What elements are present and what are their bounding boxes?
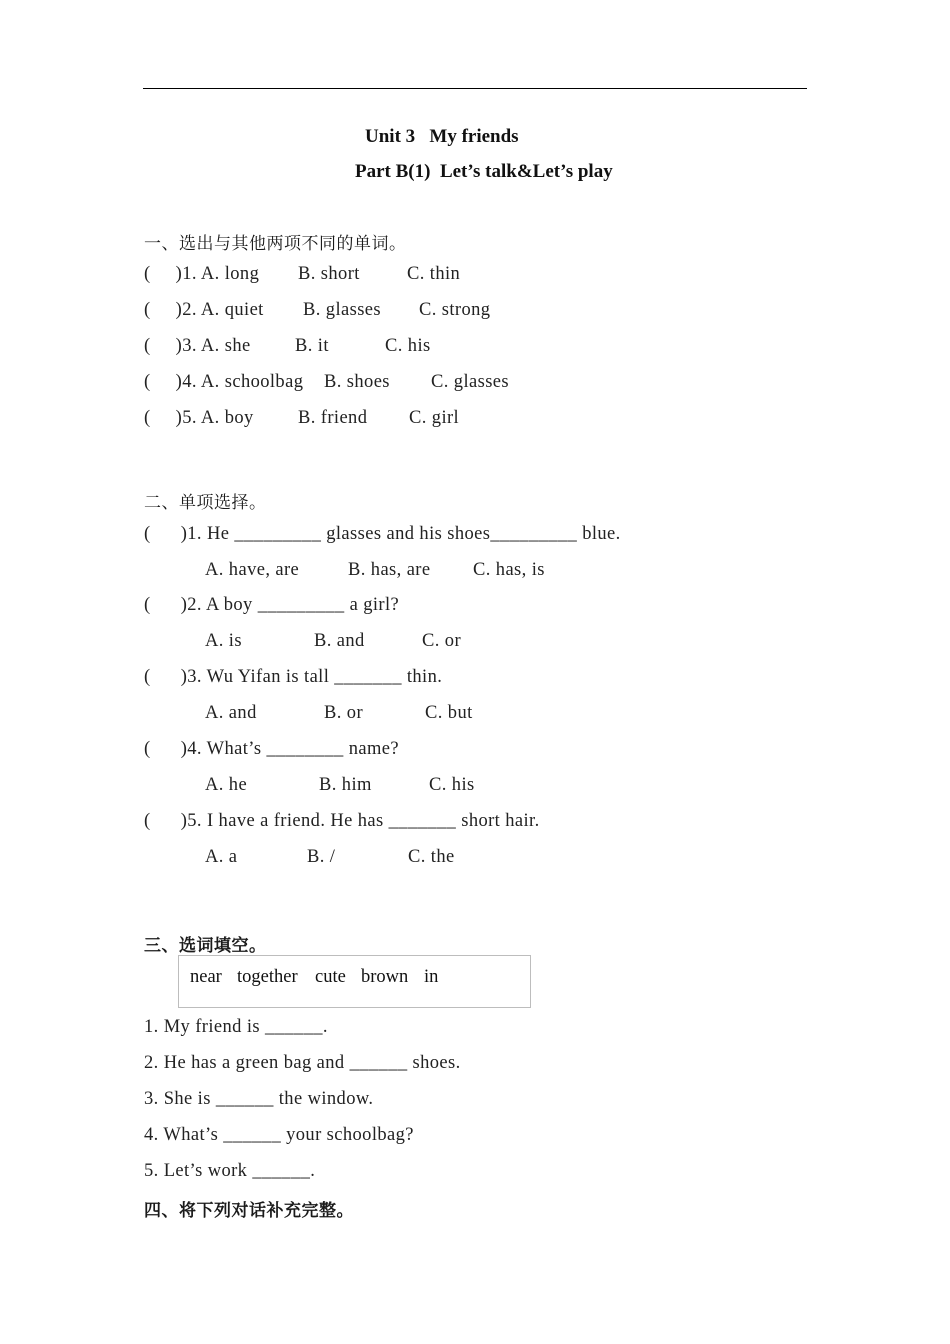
section3-heading: 三、选词填空。 [144,936,267,956]
question-text: ( )1. He _________ glasses and his shoes_________ blue. [144,524,621,544]
fill-blank-item: 2. He has a green bag and ______ shoes. [144,1053,461,1073]
option-b: B. it [295,336,329,356]
fill-blank-item: 1. My friend is ______. [144,1017,328,1037]
option-c: C. girl [409,408,460,428]
item-prefix: ( )2. A. quiet [144,300,264,320]
header-rule [143,88,807,89]
option-a: A. he [205,775,248,795]
fill-blank-item: 3. She is ______ the window. [144,1089,374,1109]
fill-blank-item: 5. Let’s work ______. [144,1161,316,1181]
question-text: ( )5. I have a friend. He has _______ short hair. [144,811,540,831]
item-prefix: ( )5. A. boy [144,408,254,428]
question-text: ( )2. A boy _________ a girl? [144,595,400,615]
option-c: C. thin [407,264,461,284]
option-a: A. and [205,703,257,723]
option-b: B. and [314,631,365,651]
item-prefix: ( )1. A. long [144,264,260,284]
option-a: A. is [205,631,242,651]
word-bank-word: in [424,967,439,987]
part-subtitle: Part B(1) Let’s talk&Let’s play [355,161,613,182]
option-b: B. friend [298,408,368,428]
option-c: C. or [422,631,461,651]
fill-blank-item: 4. What’s ______ your schoolbag? [144,1125,414,1145]
option-a: A. a [205,847,238,867]
question-text: ( )3. Wu Yifan is tall _______ thin. [144,667,443,687]
option-c: C. glasses [431,372,509,392]
item-prefix: ( )4. A. schoolbag [144,372,304,392]
word-bank-word: cute [315,967,346,987]
option-c: C. but [425,703,473,723]
unit-title: Unit 3 My friends [365,126,519,147]
option-b: B. or [324,703,363,723]
option-b: B. short [298,264,360,284]
option-c: C. his [385,336,431,356]
option-b: B. him [319,775,372,795]
item-prefix: ( )3. A. she [144,336,251,356]
word-bank-word: near [190,967,222,987]
option-b: B. / [307,847,336,867]
question-text: ( )4. What’s ________ name? [144,739,399,759]
word-bank [178,955,531,1008]
option-c: C. has, is [473,560,545,580]
section4-heading: 四、将下列对话补充完整。 [144,1201,354,1221]
option-c: C. his [429,775,475,795]
section2-heading: 二、单项选择。 [144,493,267,513]
option-c: C. strong [419,300,491,320]
option-b: B. shoes [324,372,390,392]
option-b: B. has, are [348,560,431,580]
option-a: A. have, are [205,560,300,580]
option-b: B. glasses [303,300,381,320]
section1-heading: 一、选出与其他两项不同的单词。 [144,234,407,254]
option-c: C. the [408,847,455,867]
word-bank-word: together [237,967,298,987]
word-bank-word: brown [361,967,409,987]
